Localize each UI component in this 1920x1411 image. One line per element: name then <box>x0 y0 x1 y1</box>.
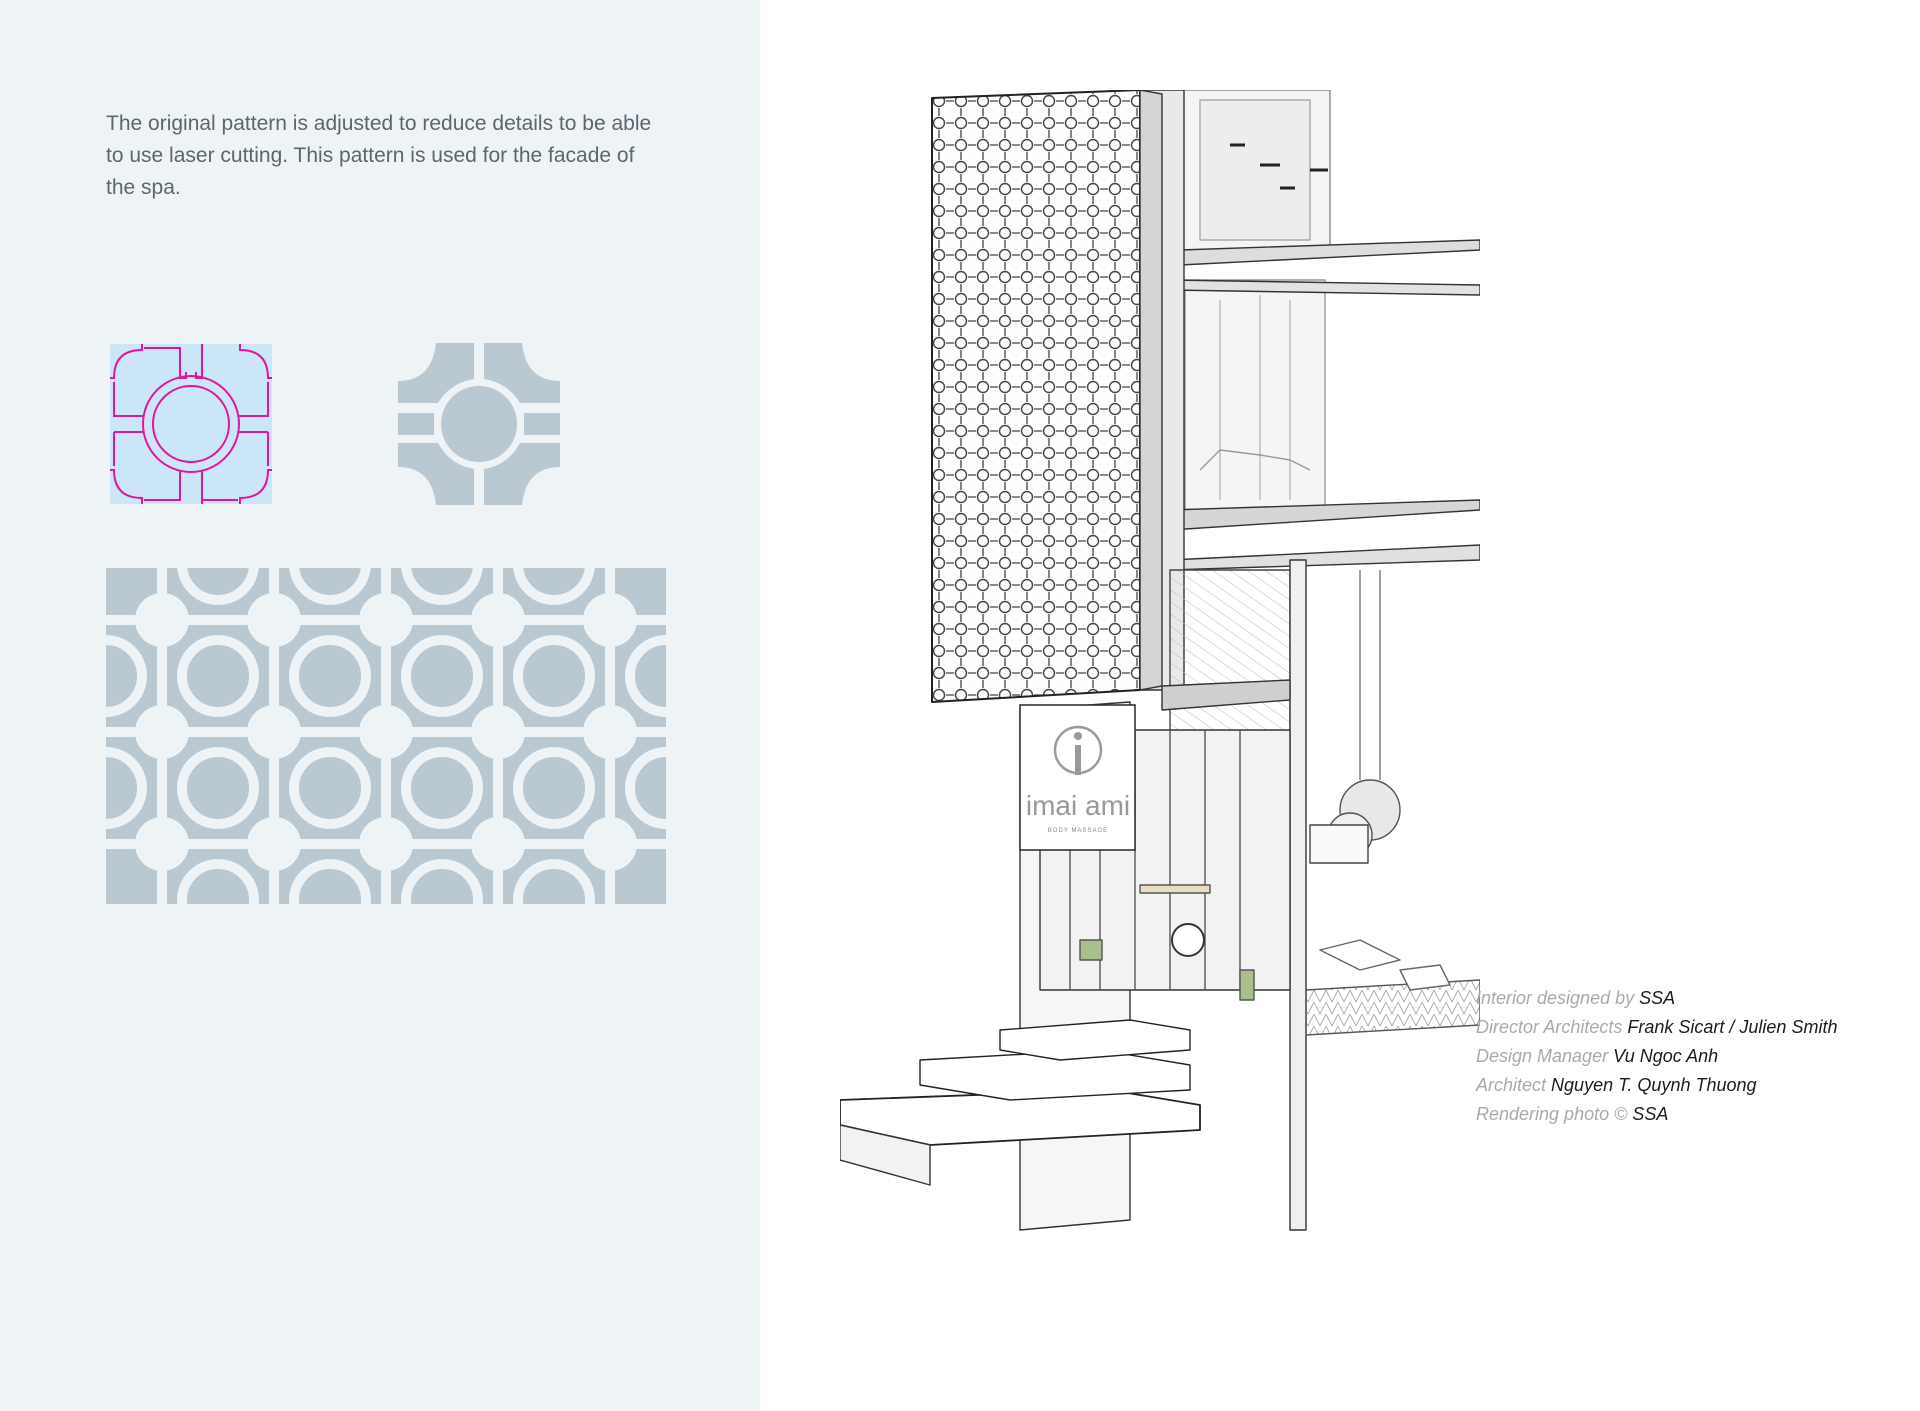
left-panel <box>0 0 760 1411</box>
credit-interior: Interior designed by SSA <box>1476 988 1676 1008</box>
credit-architect: Architect Nguyen T. Quynh Thuong <box>1476 1075 1757 1095</box>
credit-design-manager: Design Manager Vu Ngoc Anh <box>1476 1046 1719 1066</box>
pattern-tile-outline <box>110 344 272 504</box>
credits <box>1476 984 1837 1129</box>
sign-subtitle: BODY MASSAGE <box>1047 828 1109 834</box>
shop-sign <box>1020 705 1135 850</box>
credit-director-architects: Director Architects Frank Sicart / Julien Smith <box>1476 1017 1838 1037</box>
credit-rendering-photo: Rendering photo © SSA <box>1476 1104 1669 1124</box>
building-axonometric-sketch <box>840 90 1480 1320</box>
pattern-tile-solid <box>398 343 560 505</box>
sign-brand: imai ami <box>1025 790 1131 821</box>
facade-pattern <box>106 568 666 904</box>
pattern-description: The original pattern is adjusted to reduce details to be able to use laser cutting. This pattern is used for the facade of the spa. <box>106 112 652 199</box>
